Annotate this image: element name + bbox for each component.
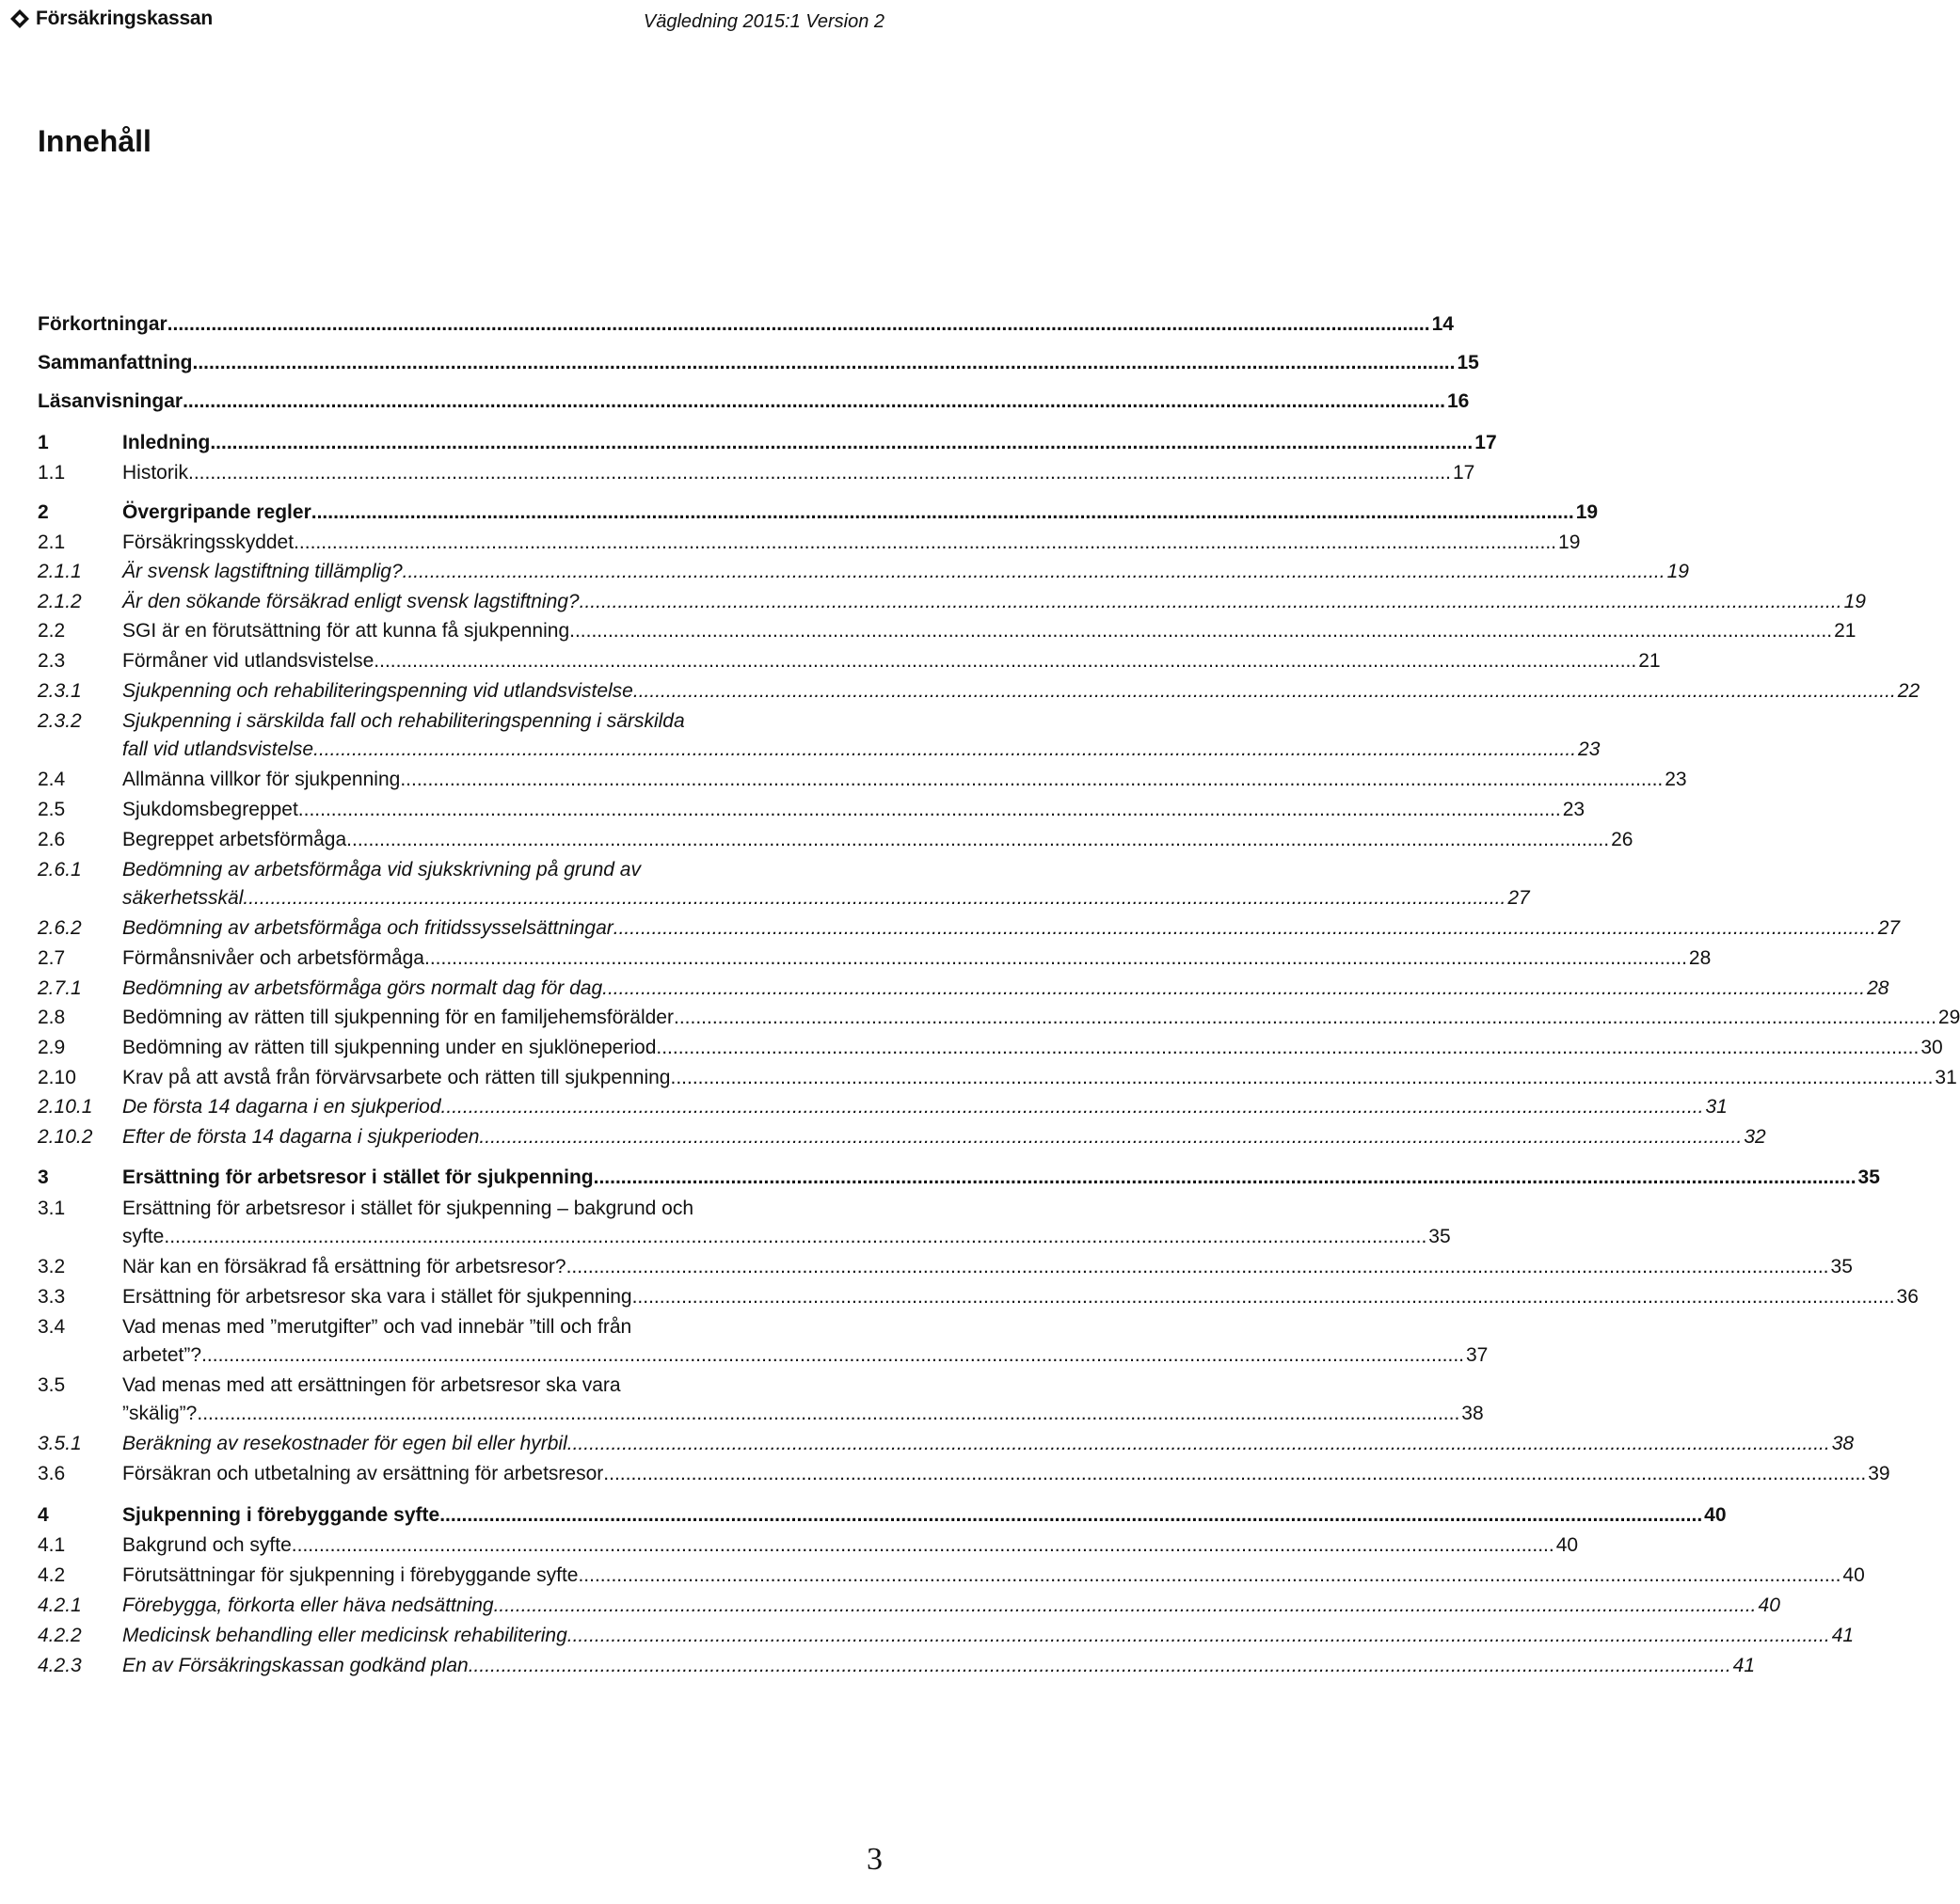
toc-entry-page: 30 <box>1920 1037 1943 1058</box>
toc-entry-number: 2.4 <box>38 769 66 790</box>
toc-entry-number: 3.4 <box>38 1316 66 1338</box>
dot-leader <box>594 1164 1856 1192</box>
toc-entry-page: 27 <box>1877 917 1901 939</box>
toc-entry-page: 17 <box>1474 432 1497 453</box>
page-header <box>0 0 903 45</box>
dot-leader <box>183 388 1445 416</box>
toc-entry-title: Förutsättningar för sjukpenning i förebyggande syfte <box>122 1564 579 1586</box>
dot-leader <box>439 1501 1702 1530</box>
toc-entry-title: Försäkran och utbetalning av ersättning för arbetsresor <box>122 1463 604 1484</box>
toc-entry-page: 35 <box>1830 1256 1853 1277</box>
toc-entry-number: 2.1.1 <box>38 561 82 582</box>
page-title: Innehåll <box>38 124 151 158</box>
dot-leader <box>188 459 1451 487</box>
toc-entry-title: Sjukpenning i särskilda fall och rehabiliteringspenning i särskilda <box>122 710 685 732</box>
toc-entry-number: 4.2.1 <box>38 1595 82 1616</box>
dot-leader <box>403 558 1665 586</box>
toc-entry-page: 41 <box>1831 1625 1855 1646</box>
toc-entry-page: 19 <box>1558 532 1581 553</box>
toc-entry-number: 2 <box>38 501 49 523</box>
dot-leader <box>494 1592 1757 1620</box>
toc-entry-page: 22 <box>1897 680 1920 702</box>
toc-entry-number: 2.6.1 <box>38 859 82 881</box>
toc-entry-number: 2.8 <box>38 1007 66 1028</box>
toc-entry-title: En av Försäkringskassan godkänd plan <box>122 1655 469 1676</box>
toc-entry-number: 2.10.2 <box>38 1126 93 1148</box>
brand-logo <box>9 8 213 30</box>
dot-leader <box>656 1034 1919 1062</box>
toc-entry-number: 4.2.3 <box>38 1655 82 1676</box>
toc-entry-number: 3 <box>38 1166 49 1188</box>
toc-entry-title: Vad menas med ”merutgifter” och vad innebär ”till och från <box>122 1316 632 1338</box>
toc-entry-title: Läsanvisningar <box>38 390 183 412</box>
toc-entry-number: 3.3 <box>38 1286 66 1308</box>
dot-leader <box>298 796 1561 824</box>
toc-entry-number: 2.7.1 <box>38 977 82 999</box>
toc-entry-title: De första 14 dagarna i en sjukperiod <box>122 1096 441 1118</box>
toc-entry-title: Övergripande regler <box>122 501 311 523</box>
dot-leader <box>632 1283 1895 1311</box>
toc-entry-title-continued: arbetet”? <box>122 1344 202 1366</box>
dot-leader <box>566 1253 1829 1281</box>
toc-entry-page: 32 <box>1744 1126 1766 1148</box>
toc-entry-page: 36 <box>1896 1286 1919 1308</box>
dot-leader <box>374 647 1636 675</box>
dot-leader <box>469 1652 1731 1680</box>
toc-entry-title: Förebygga, förkorta eller häva nedsättning <box>122 1595 494 1616</box>
toc-entry-page: 38 <box>1461 1403 1484 1424</box>
toc-entry-title: Bedömning av rätten till sjukpenning för en familjehemsförälder <box>122 1007 674 1028</box>
toc-entry-title: Beräkning av resekostnader för egen bil eller hyrbil <box>122 1433 567 1454</box>
toc-entry-number: 2.7 <box>38 947 66 969</box>
toc-entry-title: Krav på att avstå från förvärvsarbete och rätten till sjukpenning <box>122 1067 671 1088</box>
toc-entry-page: 23 <box>1578 738 1601 760</box>
brand-name: Försäkringskassan <box>36 8 214 29</box>
toc-entry-number: 2.6.2 <box>38 917 82 939</box>
toc-entry-title: Begreppet arbetsförmåga <box>122 829 347 850</box>
document-version: Vägledning 2015:1 Version 2 <box>643 11 884 32</box>
dot-leader <box>167 310 1430 339</box>
toc-entry-title: Medicinsk behandling eller medicinsk rehabilitering <box>122 1625 567 1646</box>
dot-leader <box>346 826 1609 854</box>
toc-entry-title: Bedömning av rätten till sjukpenning under en sjuklöneperiod <box>122 1037 657 1058</box>
toc-entry-number: 1.1 <box>38 462 66 484</box>
toc-entry-page: 38 <box>1831 1433 1855 1454</box>
toc-entry-title: Förmåner vid utlandsvistelse <box>122 650 374 672</box>
toc-entry-title-continued: syfte <box>122 1226 165 1247</box>
toc-entry-number: 2.3.1 <box>38 680 82 702</box>
toc-entry-page: 17 <box>1452 462 1475 484</box>
toc-entry-title: Är den sökande försäkrad enligt svensk lagstiftning? <box>122 591 580 612</box>
toc-entry-page: 21 <box>1834 620 1856 642</box>
toc-entry-title: Vad menas med att ersättningen för arbetsresor ska vara <box>122 1374 621 1396</box>
dot-leader <box>613 914 1876 943</box>
dot-leader <box>441 1093 1704 1121</box>
dot-leader <box>578 1562 1840 1590</box>
toc-entry-page: 27 <box>1507 887 1530 909</box>
toc-entry-page: 28 <box>1688 947 1712 969</box>
dot-leader <box>670 1064 1933 1092</box>
toc-entry-page: 35 <box>1428 1226 1451 1247</box>
toc-entry-number: 2.5 <box>38 799 66 820</box>
dot-leader <box>193 349 1456 377</box>
toc-entry-number: 3.5 <box>38 1374 66 1396</box>
toc-entry-number: 2.10 <box>38 1067 76 1088</box>
dot-leader <box>294 529 1556 557</box>
toc-entry-title-continued: fall vid utlandsvistelse <box>122 738 314 760</box>
toc-entry-title: Sjukdomsbegreppet <box>122 799 298 820</box>
forsakringskassan-logo-icon <box>9 8 30 29</box>
toc-entry-title: Allmänna villkor för sjukpenning <box>122 769 401 790</box>
dot-leader <box>210 429 1473 457</box>
toc-entry-page: 37 <box>1466 1344 1489 1366</box>
toc-entry-number: 3.2 <box>38 1256 66 1277</box>
toc-entry-title: SGI är en förutsättning för att kunna få sjukpenning <box>122 620 570 642</box>
toc-entry-number: 3.5.1 <box>38 1433 82 1454</box>
toc-entry-title: Försäkringsskyddet <box>122 532 295 553</box>
toc-entry-title: Förkortningar <box>38 313 167 335</box>
dot-leader <box>633 677 1896 706</box>
page-number: 3 <box>867 1842 883 1877</box>
toc-entry-page: 31 <box>1705 1096 1728 1118</box>
toc-entry-title: Historik <box>122 462 189 484</box>
toc-entry-number: 2.2 <box>38 620 66 642</box>
toc-entry-number: 1 <box>38 432 49 453</box>
toc-entry-number: 4.2 <box>38 1564 66 1586</box>
dot-leader <box>603 1460 1866 1488</box>
toc-entry-number: 2.6 <box>38 829 66 850</box>
toc-entry-number: 4.1 <box>38 1534 66 1556</box>
toc-entry-page: 40 <box>1842 1564 1865 1586</box>
toc-entry-page: 40 <box>1704 1504 1727 1526</box>
toc-entry-title: Sammanfattning <box>38 352 193 373</box>
toc-entry-page: 40 <box>1555 1534 1579 1556</box>
toc-entry-page: 19 <box>1575 501 1599 523</box>
dot-leader <box>292 1531 1554 1560</box>
toc-entry-number: 3.6 <box>38 1463 66 1484</box>
toc-entry-title: Bedömning av arbetsförmåga görs normalt dag för dag <box>122 977 603 999</box>
toc-entry-title: Sjukpenning i förebyggande syfte <box>122 1504 440 1526</box>
toc-entry-title-continued: ”skälig”? <box>122 1403 198 1424</box>
toc-entry-page: 39 <box>1868 1463 1890 1484</box>
toc-entry-title: Bedömning av arbetsförmåga och fritidssysselsättningar <box>122 917 613 939</box>
toc-entry-page: 21 <box>1638 650 1661 672</box>
toc-entry-title: Efter de första 14 dagarna i sjukperioden <box>122 1126 480 1148</box>
dot-leader <box>201 1341 1464 1370</box>
toc-entry-page: 19 <box>1666 561 1689 582</box>
toc-entry-page: 35 <box>1857 1166 1880 1188</box>
toc-entry-title: Bedömning av arbetsförmåga vid sjukskrivning på grund av <box>122 859 641 881</box>
toc-entry-page: 23 <box>1562 799 1586 820</box>
toc-entry-number: 2.10.1 <box>38 1096 93 1118</box>
toc-entry-title: Ersättning för arbetsresor i stället för sjukpenning <box>122 1166 594 1188</box>
dot-leader <box>602 975 1865 1003</box>
dot-leader <box>674 1004 1936 1032</box>
toc-entry-page: 40 <box>1758 1595 1780 1616</box>
toc-entry-title: Förmånsnivåer och arbetsförmåga <box>122 947 424 969</box>
toc-entry-title: När kan en försäkrad få ersättning för arbetsresor? <box>122 1256 566 1277</box>
toc-entry-title-continued: säkerhetsskäl <box>122 887 244 909</box>
toc-entry-number: 2.3 <box>38 650 66 672</box>
dot-leader <box>569 617 1832 645</box>
toc-entry-page: 23 <box>1665 769 1687 790</box>
toc-entry-title: Sjukpenning och rehabiliteringspenning vid utlandsvistelse <box>122 680 633 702</box>
dot-leader <box>567 1430 1830 1458</box>
toc-entry-page: 28 <box>1867 977 1889 999</box>
dot-leader <box>479 1123 1742 1151</box>
dot-leader <box>580 588 1842 616</box>
toc-entry-page: 19 <box>1843 591 1866 612</box>
toc-entry-number: 3.1 <box>38 1198 66 1219</box>
toc-entry-number: 4.2.2 <box>38 1625 82 1646</box>
toc-entry-page: 26 <box>1611 829 1633 850</box>
dot-leader <box>400 766 1663 794</box>
toc-entry-number: 4 <box>38 1504 49 1526</box>
toc-entry-title: Ersättning för arbetsresor i stället för sjukpenning – bakgrund och <box>122 1198 694 1219</box>
toc-entry-number: 2.9 <box>38 1037 66 1058</box>
dot-leader <box>164 1223 1426 1251</box>
toc-entry-page: 16 <box>1447 390 1470 412</box>
dot-leader <box>243 884 1506 912</box>
toc-entry-number: 2.1 <box>38 532 66 553</box>
toc-entry-number: 2.1.2 <box>38 591 82 612</box>
dot-leader <box>311 499 1574 527</box>
toc-entry-page: 29 <box>1937 1007 1960 1028</box>
dot-leader <box>197 1400 1459 1428</box>
toc-entry-title: Bakgrund och syfte <box>122 1534 292 1556</box>
toc-entry-page: 15 <box>1457 352 1479 373</box>
toc-entry-title: Ersättning för arbetsresor ska vara i stället för sjukpenning <box>122 1286 632 1308</box>
toc-entry-page: 14 <box>1431 313 1454 335</box>
toc-entry-title: Inledning <box>122 432 211 453</box>
toc-entry-page: 41 <box>1732 1655 1756 1676</box>
toc-entry-number: 2.3.2 <box>38 710 82 732</box>
dot-leader <box>424 944 1687 973</box>
dot-leader <box>567 1622 1830 1650</box>
toc-entry-page: 31 <box>1935 1067 1957 1088</box>
dot-leader <box>313 736 1576 764</box>
toc-entry-title: Är svensk lagstiftning tillämplig? <box>122 561 403 582</box>
